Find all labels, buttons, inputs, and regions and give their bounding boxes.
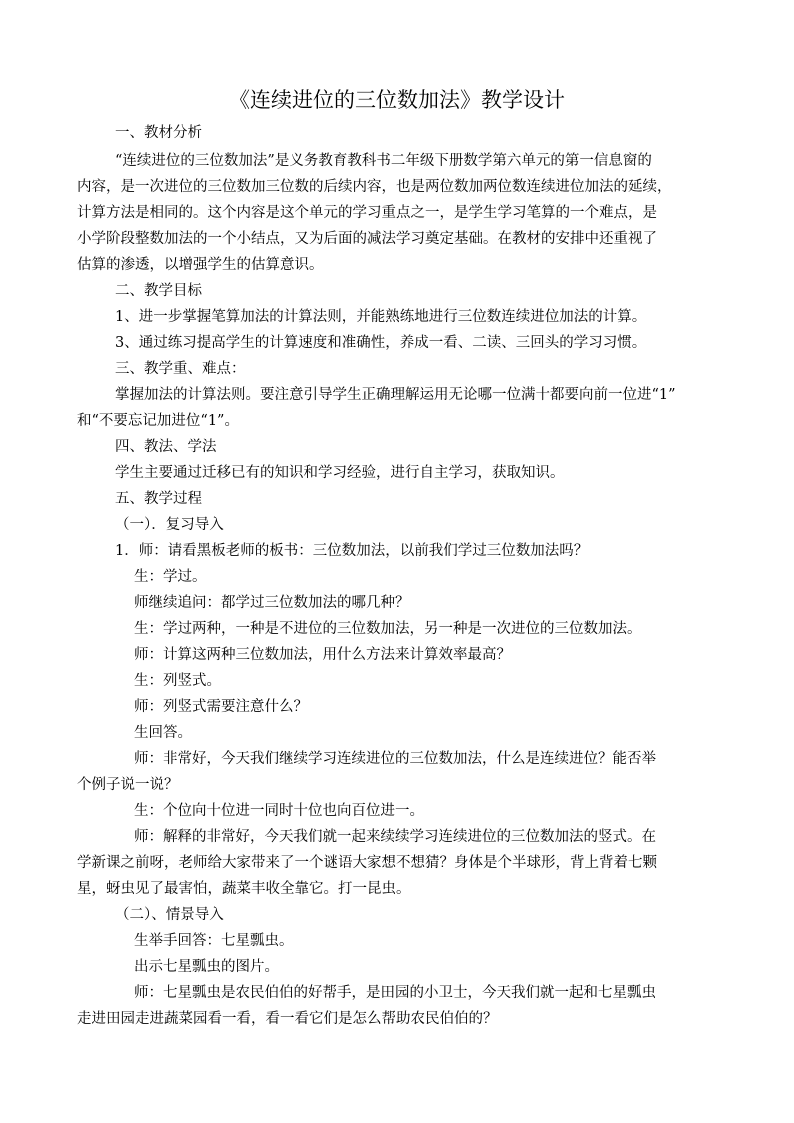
dialogue-line: 师：非常好，今天我们继续学习连续进位的三位数加法，什么是连续进位？能否举 bbox=[134, 751, 656, 767]
dialogue-line: 学新课之前呀，老师给大家带来了一个谜语大家想不想猜？身体是个半球形，背上背着七颗 bbox=[77, 855, 657, 871]
section-heading-key-points: 三、教学重、难点： bbox=[115, 361, 246, 377]
paragraph-line: 学生主要通过迁移已有的知识和学习经验，进行自主学习，获取知识。 bbox=[115, 465, 565, 481]
dialogue-line: 个例子说一说？ bbox=[77, 777, 179, 793]
dialogue-line: 走进田园走进蔬菜园看一看，看一看它们是怎么帮助农民伯伯的？ bbox=[77, 1011, 498, 1027]
paragraph-line: 内容，是一次进位的三位数加三位数的后续内容，也是两位数加两位数连续进位加法的延续， bbox=[77, 179, 672, 195]
dialogue-line: 出示七星瓢虫的图片。 bbox=[134, 959, 279, 975]
dialogue-line: 生：列竖式。 bbox=[134, 673, 221, 689]
subsection-heading-scenario: （二）、情景导入 bbox=[115, 907, 224, 923]
section-heading-methods: 四、教法、学法 bbox=[115, 439, 217, 455]
dialogue-line: 生：学过。 bbox=[134, 569, 207, 585]
paragraph-line: 小学阶段整数加法的一个小结点，又为后面的减法学习奠定基础。在教材的安排中还重视了 bbox=[77, 231, 657, 247]
section-heading-material-analysis: 一、教材分析 bbox=[115, 125, 202, 141]
dialogue-line: 生举手回答：七星瓢虫。 bbox=[134, 933, 294, 949]
section-heading-teaching-goals: 二、教学目标 bbox=[115, 283, 202, 299]
dialogue-line: 师继续追问：都学过三位数加法的哪几种？ bbox=[134, 595, 410, 611]
paragraph-line: “连续进位的三位数加法”是义务教育教科书二年级下册数学第六单元的第一信息窗的 bbox=[115, 153, 652, 169]
paragraph-line: 计算方法是相同的。这个内容是这个单元的学习重点之一，是学生学习笔算的一个难点，是 bbox=[77, 205, 657, 221]
dialogue-line: 师：七星瓢虫是农民伯伯的好帮手，是田园的小卫士，今天我们就一起和七星瓢虫 bbox=[134, 985, 656, 1001]
section-heading-process: 五、教学过程 bbox=[115, 491, 202, 507]
dialogue-line: 生：个位向十位进一同时十位也向百位进一。 bbox=[134, 803, 424, 819]
paragraph-line: 掌握加法的计算法则。要注意引导学生正确理解运用无论哪一位满十都要向前一位进“1” bbox=[115, 387, 676, 403]
paragraph-line: 估算的渗透，以增强学生的估算意识。 bbox=[77, 257, 324, 273]
document-title: 《连续进位的三位数加法》教学设计 bbox=[229, 88, 565, 112]
paragraph-line: 和“不要忘记加进位“1”。 bbox=[77, 413, 239, 429]
dialogue-line: 星，蚜虫见了最害怕，蔬菜丰收全靠它。打一昆虫。 bbox=[77, 881, 411, 897]
dialogue-line: 师：列竖式需要注意什么？ bbox=[134, 699, 308, 715]
goal-item: 1、进一步掌握笔算加法的计算法则，并能熟练地进行三位数连续进位加法的计算。 bbox=[115, 309, 647, 325]
dialogue-line: 生：学过两种，一种是不进位的三位数加法，另一种是一次进位的三位数加法。 bbox=[134, 621, 642, 637]
goal-item: 3、通过练习提高学生的计算速度和准确性，养成一看、二读、三回头的学习习惯。 bbox=[115, 335, 647, 351]
dialogue-line: 师：计算这两种三位数加法，用什么方法来计算效率最高？ bbox=[134, 647, 511, 663]
dialogue-line: 1．师：请看黑板老师的板书：三位数加法，以前我们学过三位数加法吗？ bbox=[115, 543, 589, 559]
dialogue-line: 师：解释的非常好，今天我们就一起来续续学习连续进位的三位数加法的竖式。在 bbox=[134, 829, 656, 845]
dialogue-line: 生回答。 bbox=[134, 725, 192, 741]
subsection-heading-review: （一）．复习导入 bbox=[115, 517, 224, 533]
